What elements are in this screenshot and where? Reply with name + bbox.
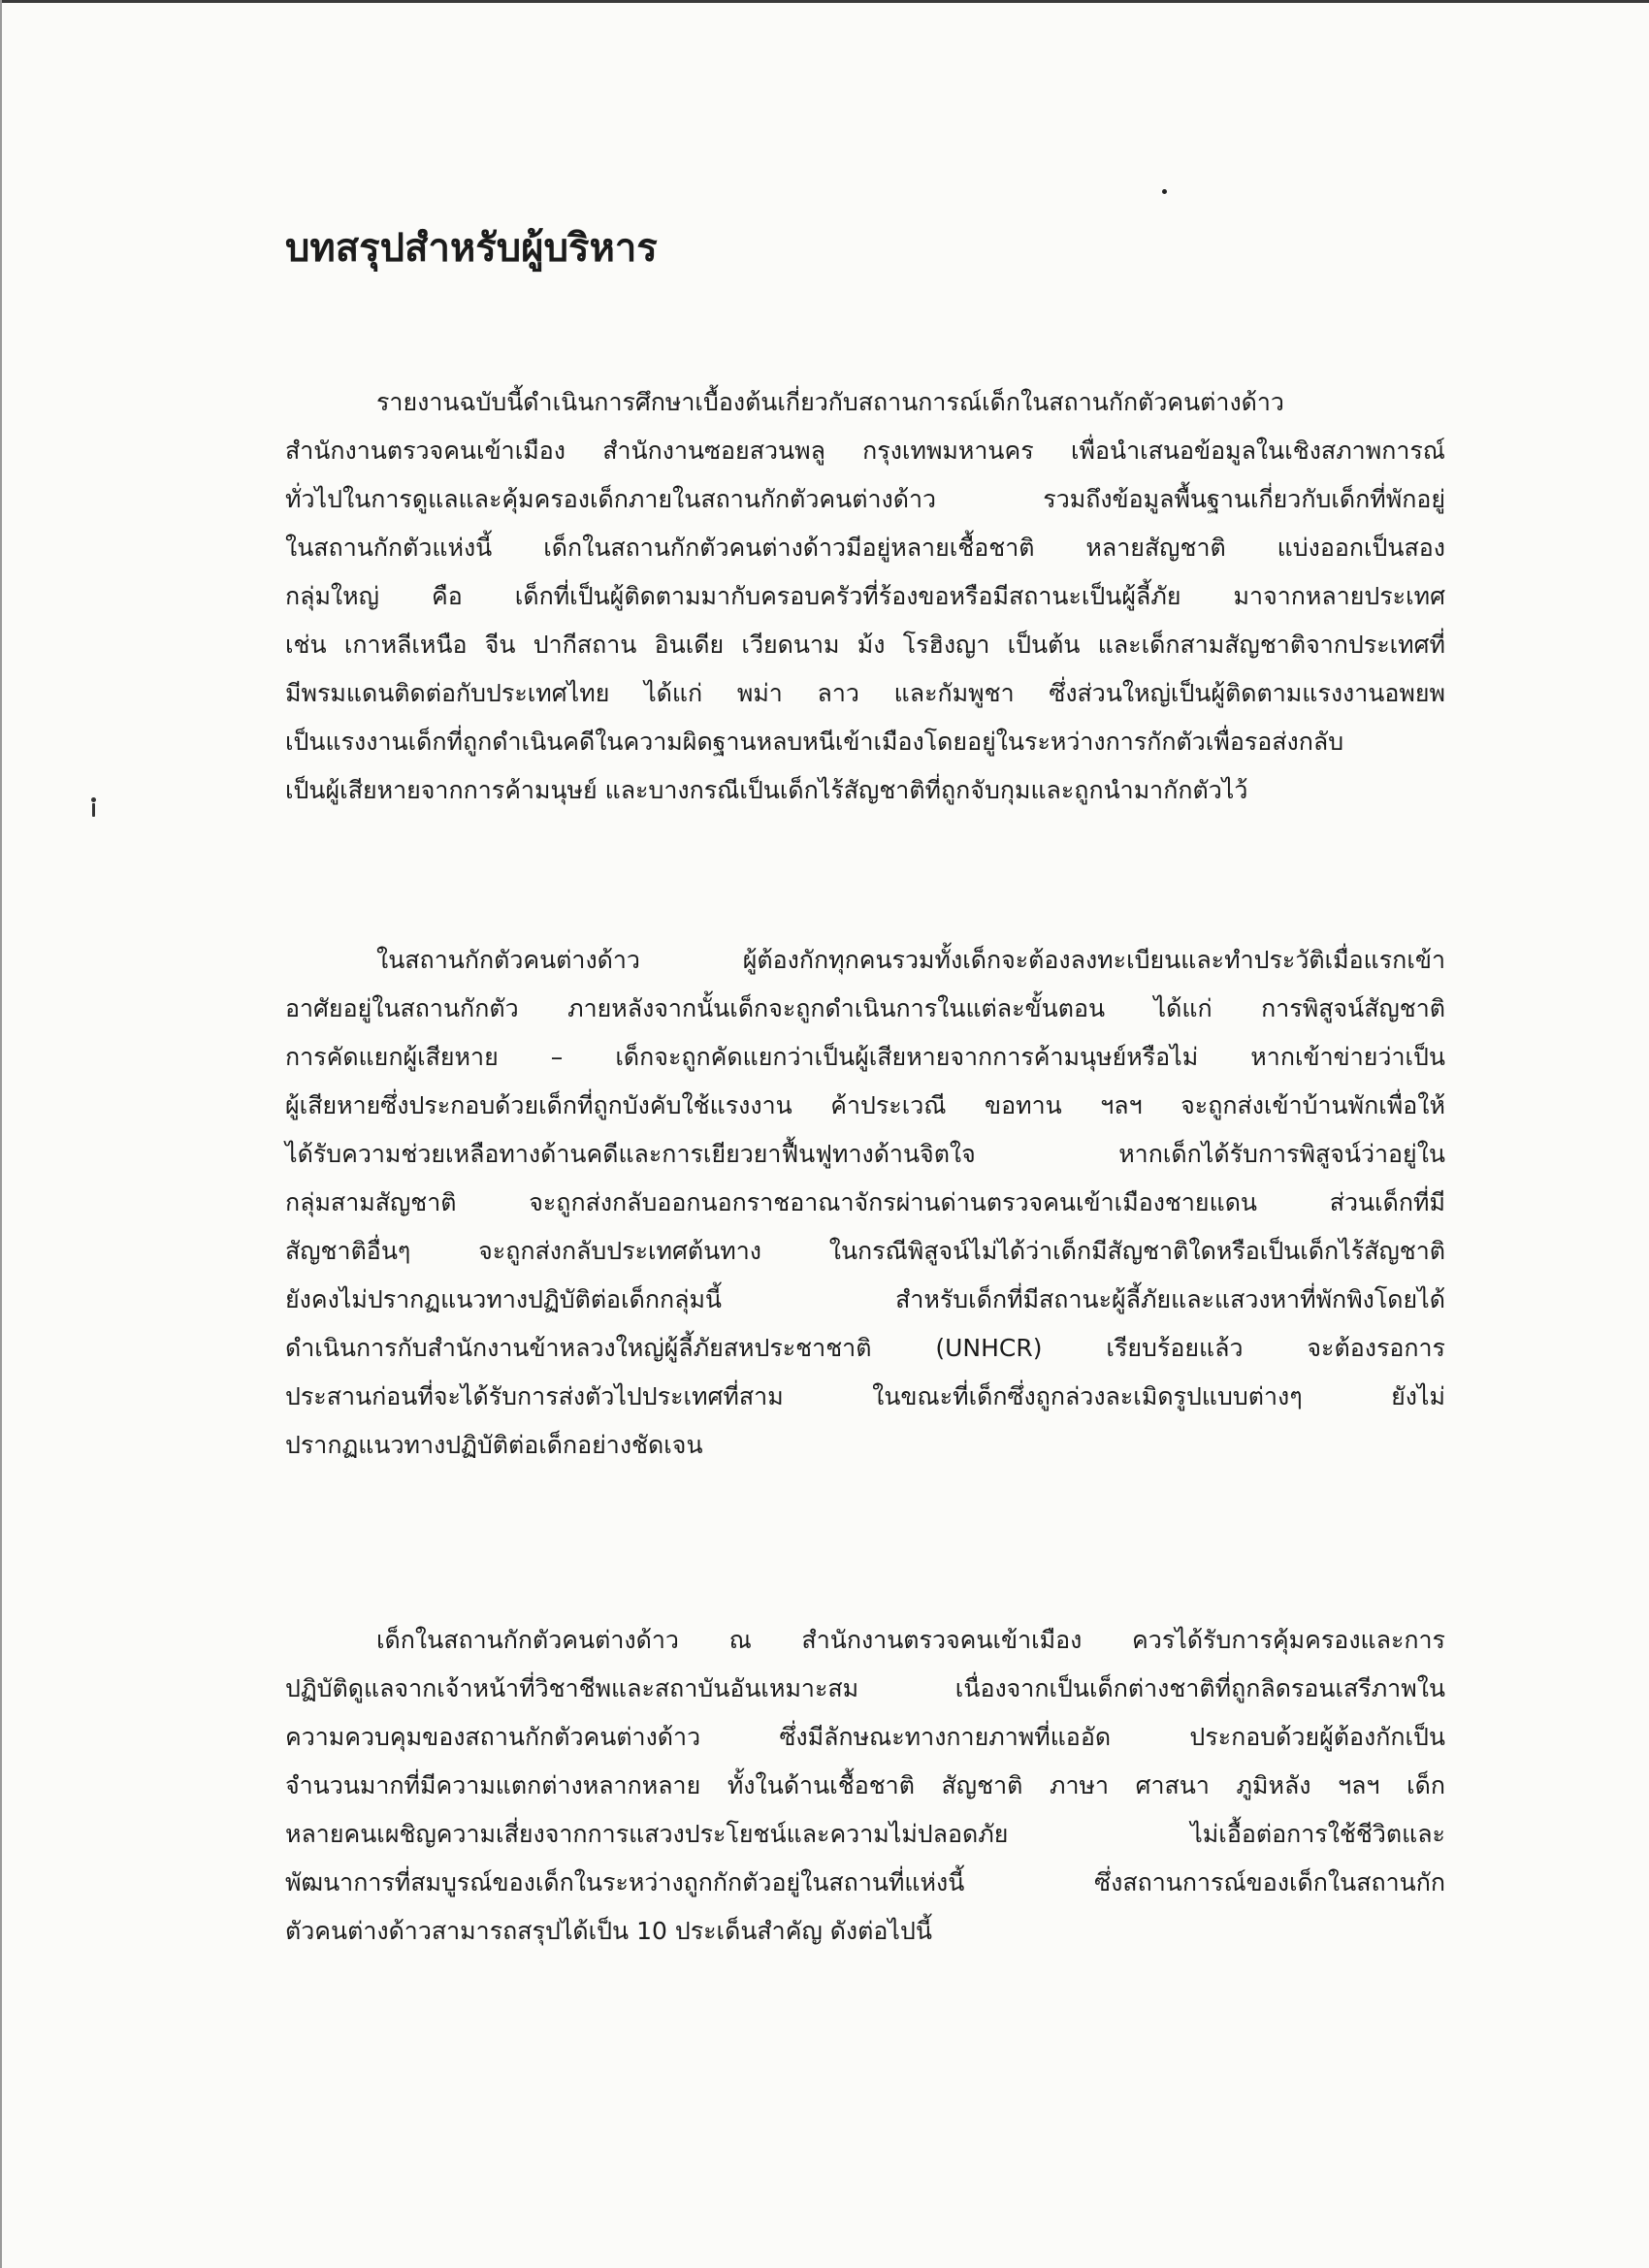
- paragraph-line: จำนวนมากที่มีความแตกต่างหลากหลาย ทั้งในด้านเชื้อชาติ สัญชาติ ภาษา ศาสนา ภูมิหลัง ฯลฯ เด็ก: [285, 1771, 1445, 1799]
- paragraph-line: ปรากฏแนวทางปฏิบัติต่อเด็กอย่างชัดเจน: [285, 1431, 703, 1459]
- paragraph-line: ดำเนินการกับสำนักงานข้าหลวงใหญ่ผู้ลี้ภัยสหประชาชาติ (UNHCR) เรียบร้อยแล้ว จะต้องรอการ: [285, 1334, 1445, 1362]
- paragraph-line: ในสถานกักตัวคนต่างด้าว ผู้ต้องกักทุกคนรวมทั้งเด็กจะต้องลงทะเบียนและทำประวัติเมื่อแรกเข้า: [376, 946, 1445, 974]
- paragraph-2: [285, 936, 1445, 1470]
- scan-edge-top: [0, 0, 1649, 3]
- page-title: บทสรุปสำหรับผู้บริหาร: [285, 226, 658, 271]
- paragraph-line: หลายคนเผชิญความเสี่ยงจากการแสวงประโยชน์และความไม่ปลอดภัย ไม่เอื้อต่อการใช้ชีวิตและ: [285, 1820, 1445, 1848]
- paragraph-line: ทั่วไปในการดูแลและคุ้มครองเด็กภายในสถานกักตัวคนต่างด้าว รวมถึงข้อมูลพื้นฐานเกี่ยวกับเด็กที่พักอยู่: [285, 485, 1445, 513]
- paragraph-line: มีพรมแดนติดต่อกับประเทศไทย ได้แก่ พม่า ลาว และกัมพูชา ซึ่งส่วนใหญ่เป็นผู้ติดตามแรงงานอพยพ: [285, 679, 1445, 707]
- paragraph-3: [285, 1616, 1445, 1956]
- paragraph-line: ความควบคุมของสถานกักตัวคนต่างด้าว ซึ่งมีลักษณะทางกายภาพที่แออัด ประกอบด้วยผู้ต้องกักเป็น: [285, 1723, 1445, 1751]
- paragraph-line: พัฒนาการที่สมบูรณ์ของเด็กในระหว่างถูกกักตัวอยู่ในสถานที่แห่งนี้ ซึ่งสถานการณ์ของเด็กในสถานกัก: [285, 1868, 1445, 1896]
- paragraph-line: อาศัยอยู่ในสถานกักตัว ภายหลังจากนั้นเด็กจะถูกดำเนินการในแต่ละขั้นตอน ได้แก่ การพิสูจน์สัญชาติ: [285, 994, 1445, 1022]
- paragraph-line: กลุ่มใหญ่ คือ เด็กที่เป็นผู้ติดตามมากับครอบครัวที่ร้องขอหรือมีสถานะเป็นผู้ลี้ภัย มาจากหลายประเทศ: [285, 582, 1445, 610]
- paragraph-line: ประสานก่อนที่จะได้รับการส่งตัวไปประเทศที่สาม ในขณะที่เด็กซึ่งถูกล่วงละเมิดรูปแบบต่างๆ ยังไม่: [285, 1382, 1445, 1410]
- margin-mark: [89, 797, 97, 819]
- paragraph-line: เช่น เกาหลีเหนือ จีน ปากีสถาน อินเดีย เวียดนาม ม้ง โรฮิงญา เป็นต้น และเด็กสามสัญชาติจากประเทศที่: [285, 631, 1445, 659]
- paragraph-line: ตัวคนต่างด้าวสามารถสรุปได้เป็น 10 ประเด็นสำคัญ ดังต่อไปนี้: [285, 1917, 932, 1945]
- scan-speck: [1162, 189, 1167, 194]
- paragraph-1: [285, 378, 1445, 815]
- paragraph-line: รายงานฉบับนี้ดำเนินการศึกษาเบื้องต้นเกี่ยวกับสถานการณ์เด็กในสถานกักตัวคนต่างด้าว: [376, 388, 1284, 416]
- paragraph-line: ได้รับความช่วยเหลือทางด้านคดีและการเยียวยาฟื้นฟูทางด้านจิตใจ หากเด็กได้รับการพิสูจน์ว่าอยู่ใน: [285, 1140, 1445, 1168]
- paragraph-line: สัญชาติอื่นๆ จะถูกส่งกลับประเทศต้นทาง ในกรณีพิสูจน์ไม่ได้ว่าเด็กมีสัญชาติใดหรือเป็นเด็กไร้สัญชาติ: [285, 1237, 1445, 1265]
- paragraph-line: ในสถานกักตัวแห่งนี้ เด็กในสถานกักตัวคนต่างด้าวมีอยู่หลายเชื้อชาติ หลายสัญชาติ แบ่งออกเป็นสอง: [285, 534, 1445, 562]
- paragraph-line: กลุ่มสามสัญชาติ จะถูกส่งกลับออกนอกราชอาณาจักรผ่านด่านตรวจคนเข้าเมืองชายแดน ส่วนเด็กที่มี: [285, 1188, 1445, 1216]
- paragraph-line: เป็นผู้เสียหายจากการค้ามนุษย์ และบางกรณีเป็นเด็กไร้สัญชาติที่ถูกจับกุมและถูกนำมากักตัวไว้: [285, 776, 1248, 804]
- paragraph-line: เด็กในสถานกักตัวคนต่างด้าว ณ สำนักงานตรวจคนเข้าเมือง ควรได้รับการคุ้มครองและการ: [376, 1626, 1445, 1654]
- scan-edge-left: [0, 0, 2, 2268]
- paragraph-line: ยังคงไม่ปรากฏแนวทางปฏิบัติต่อเด็กกลุ่มนี้ สำหรับเด็กที่มีสถานะผู้ลี้ภัยและแสวงหาที่พักพิงโดยได้: [285, 1285, 1445, 1313]
- paragraph-line: สำนักงานตรวจคนเข้าเมือง สำนักงานซอยสวนพลู กรุงเทพมหานคร เพื่อนำเสนอข้อมูลในเชิงสภาพการณ์: [285, 437, 1445, 465]
- paragraph-line: ปฏิบัติดูแลจากเจ้าหน้าที่วิชาชีพและสถาบันอันเหมาะสม เนื่องจากเป็นเด็กต่างชาติที่ถูกลิดรอนเสรีภาพใน: [285, 1674, 1445, 1702]
- paragraph-line: ผู้เสียหายซึ่งประกอบด้วยเด็กที่ถูกบังคับใช้แรงงาน ค้าประเวณี ขอทาน ฯลฯ จะถูกส่งเข้าบ้านพักเพื่อให้: [285, 1091, 1445, 1119]
- paragraph-line: การคัดแยกผู้เสียหาย – เด็กจะถูกคัดแยกว่าเป็นผู้เสียหายจากการค้ามนุษย์หรือไม่ หากเข้าข่ายว่าเป็น: [285, 1043, 1445, 1071]
- paragraph-line: เป็นแรงงานเด็กที่ถูกดำเนินคดีในความผิดฐานหลบหนีเข้าเมืองโดยอยู่ในระหว่างการกักตัวเพื่อรอส่งกลับ: [285, 728, 1344, 756]
